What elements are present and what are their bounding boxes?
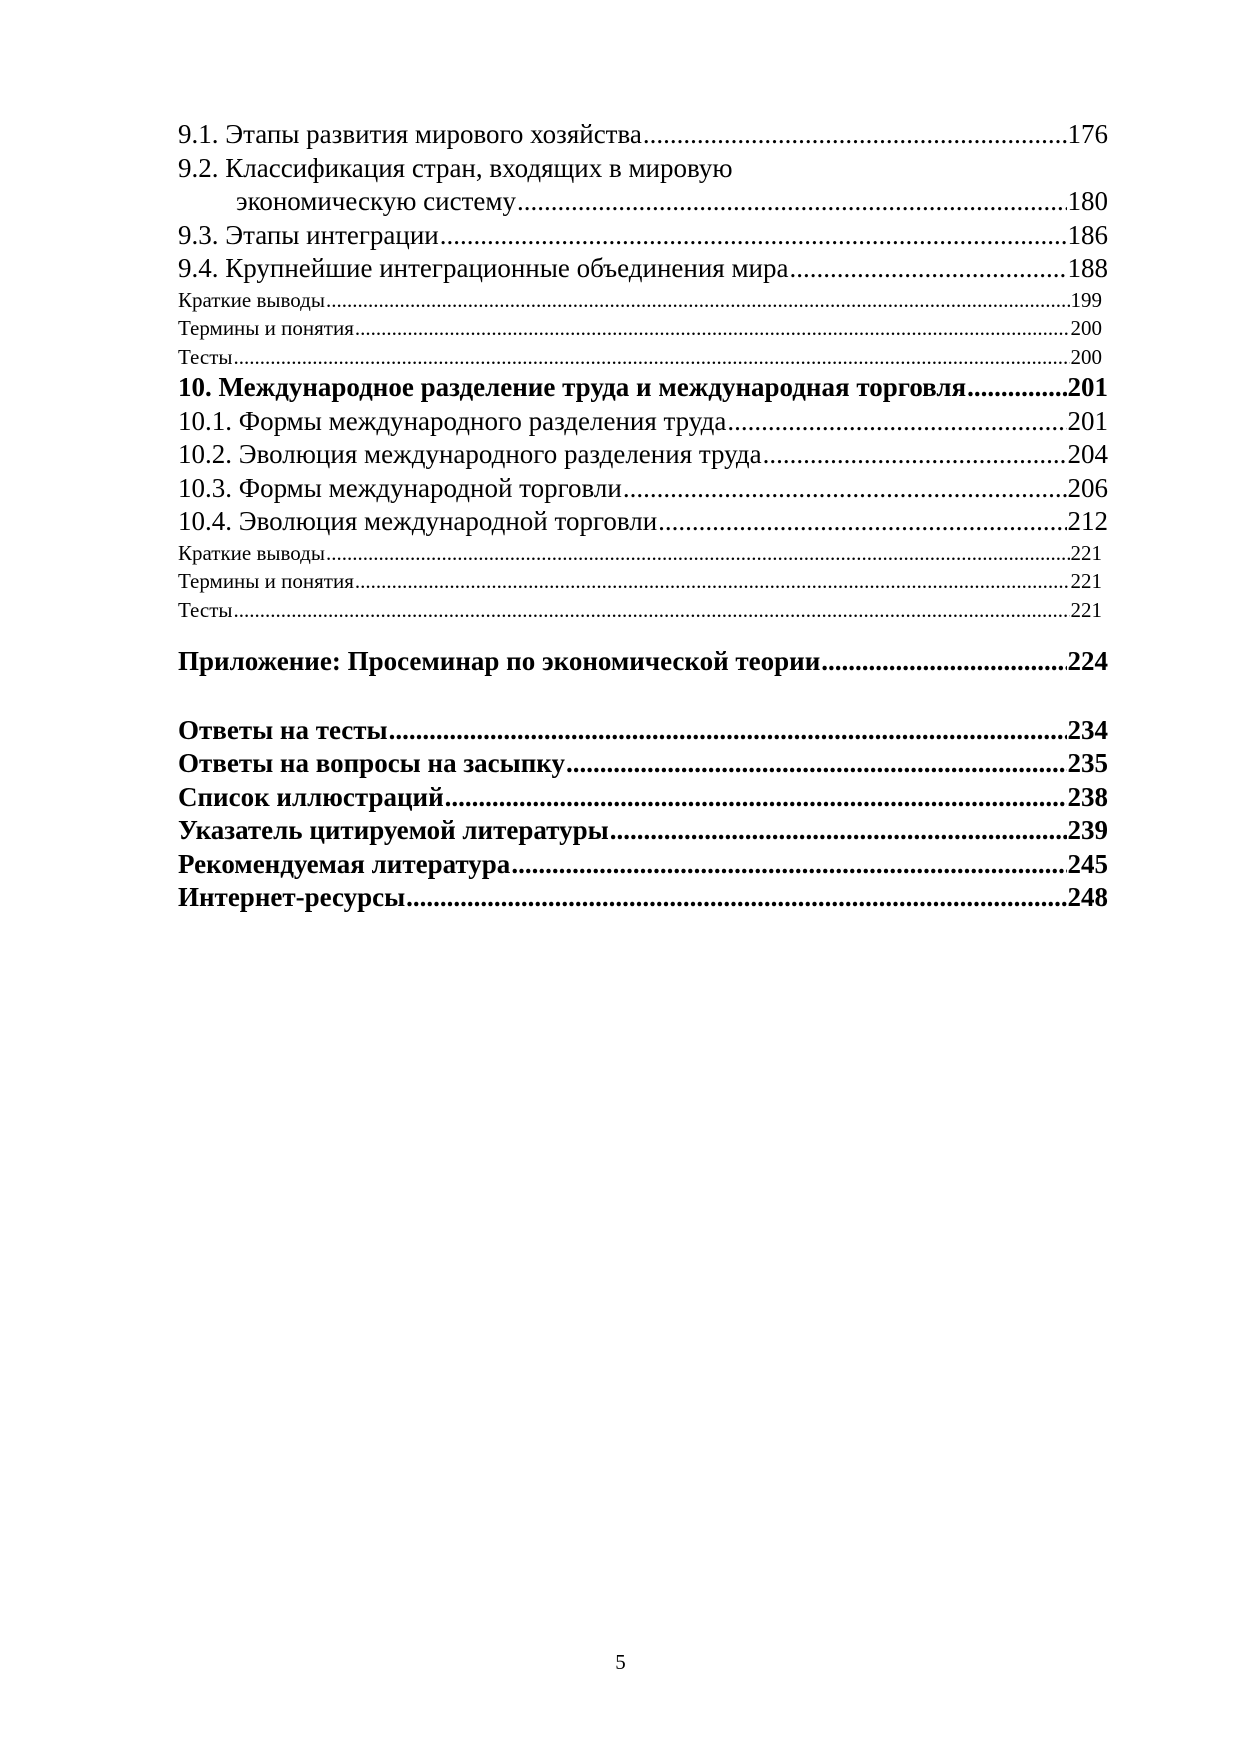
toc-leader-dots	[355, 567, 1070, 596]
toc-cited-literature	[178, 814, 1108, 848]
toc-answers-tests	[178, 714, 1108, 748]
toc-entry-title: 10. Международное разделение труда и международная торговля	[178, 372, 967, 402]
toc-entry-title: 10.1. Формы международного разделения труда	[178, 405, 727, 436]
toc-entry-page: 238	[1067, 781, 1108, 812]
toc-entry-title: 10.4. Эволюция международной торговли	[178, 506, 658, 536]
toc-leader-dots	[658, 505, 1066, 539]
toc-entry-9-3	[178, 219, 1108, 253]
toc-entry-terms-9	[178, 314, 1108, 343]
toc-appendix	[178, 645, 1108, 679]
toc-entry-page: 221	[1070, 540, 1102, 565]
toc-leader-dots	[440, 219, 1067, 253]
toc-leader-dots	[326, 539, 1070, 568]
toc-entry-summary-10	[178, 539, 1108, 568]
toc-leader-dots	[326, 286, 1070, 315]
toc-entry-page: 212	[1067, 506, 1108, 536]
toc-entry-page: 248	[1067, 882, 1108, 912]
toc-entry-9-4	[178, 252, 1108, 286]
toc-entry-title: 9.1. Этапы развития мирового хозяйства	[178, 119, 642, 149]
toc-entry-page: 221	[1070, 569, 1102, 593]
toc-illustrations	[178, 781, 1108, 815]
toc-entry-title: Приложение: Просеминар по экономической теории	[178, 646, 821, 676]
toc-entry-title: 9.2. Классификация стран, входящих в мировую	[178, 152, 733, 183]
toc-leader-dots	[511, 848, 1066, 882]
toc-entry-title: Список иллюстраций	[178, 781, 444, 812]
toc-leader-dots	[566, 747, 1067, 781]
toc-entry-page: 206	[1067, 472, 1108, 503]
toc-entry-page: 204	[1067, 439, 1108, 469]
toc-entry-9-2-line1	[178, 152, 1108, 186]
toc-entry-page: 199	[1070, 287, 1102, 312]
toc-leader-dots	[821, 645, 1066, 679]
toc-entry-9-1	[178, 118, 1108, 152]
toc-leader-dots	[389, 714, 1067, 748]
toc-entry-page: 176	[1067, 119, 1108, 149]
toc-entry-title: Рекомендуемая литература	[178, 848, 511, 879]
toc-entry-page: 186	[1067, 219, 1108, 250]
toc-entry-title: Ответы на вопросы на засыпку	[178, 748, 565, 778]
toc-leader-dots	[233, 596, 1069, 625]
toc-leader-dots	[406, 881, 1066, 915]
toc-entry-page: 245	[1067, 848, 1108, 879]
toc-leader-dots	[727, 405, 1066, 439]
toc-answers-questions	[178, 747, 1108, 781]
toc-entry-page: 234	[1067, 714, 1108, 745]
toc-entry-summary-9	[178, 286, 1108, 315]
toc-entry-title: Интернет-ресурсы	[178, 882, 406, 912]
toc-leader-dots	[967, 371, 1066, 405]
toc-entry-page: 224	[1067, 646, 1108, 676]
toc-entry-terms-10	[178, 567, 1108, 596]
toc-entry-page: 201	[1067, 405, 1108, 436]
toc-leader-dots	[445, 781, 1067, 815]
toc-entry-title: Тесты	[178, 597, 233, 622]
toc-chapter-10	[178, 371, 1108, 405]
toc-entry-title: Термины и понятия	[178, 569, 354, 593]
toc-entry-page: 200	[1070, 344, 1102, 369]
toc-leader-dots	[789, 252, 1066, 286]
toc-recommended-literature	[178, 848, 1108, 882]
toc-entry-10-4	[178, 505, 1108, 539]
toc-entry-page: 188	[1067, 253, 1108, 283]
toc-entry-title: 9.3. Этапы интеграции	[178, 219, 439, 250]
toc-entry-page: 201	[1067, 372, 1108, 402]
toc-entry-10-3	[178, 472, 1108, 506]
toc-entry-page: 180	[1067, 186, 1108, 216]
toc-entry-10-1	[178, 405, 1108, 439]
toc-entry-title: Краткие выводы	[178, 540, 325, 565]
toc-entry-tests-10	[178, 596, 1108, 625]
toc-entry-title: 10.2. Эволюция международного разделения труда	[178, 439, 762, 469]
toc-entry-title: Тесты	[178, 344, 233, 369]
toc-entry-title: Краткие выводы	[178, 287, 325, 312]
toc-entry-9-2-line2	[178, 185, 1108, 219]
toc-entry-title: Указатель цитируемой литературы	[178, 815, 609, 845]
spacer	[178, 624, 1108, 645]
toc-leader-dots	[517, 185, 1067, 219]
toc-entry-page: 221	[1070, 597, 1102, 622]
toc-entry-page: 200	[1070, 316, 1102, 340]
toc-leader-dots	[623, 472, 1067, 506]
toc-entry-title: экономическую систему	[236, 186, 516, 216]
toc-entry-title: Термины и понятия	[178, 316, 354, 340]
spacer	[178, 679, 1108, 714]
toc-entry-tests-9	[178, 343, 1108, 372]
toc-leader-dots	[643, 118, 1067, 152]
page-number: 5	[615, 1650, 626, 1674]
toc-entry-10-2	[178, 438, 1108, 472]
toc-internet-resources	[178, 881, 1108, 915]
toc-entry-page: 235	[1067, 748, 1108, 778]
toc-entry-title: Ответы на тесты	[178, 714, 388, 745]
toc-leader-dots	[763, 438, 1067, 472]
toc-entry-page: 239	[1067, 815, 1108, 845]
toc-entry-title: 10.3. Формы международной торговли	[178, 472, 622, 503]
toc-leader-dots	[233, 343, 1069, 372]
toc-entry-title: 9.4. Крупнейшие интеграционные объединения мира	[178, 253, 789, 283]
toc-leader-dots	[610, 814, 1067, 848]
toc-leader-dots	[355, 314, 1070, 343]
table-of-contents	[178, 118, 1108, 915]
